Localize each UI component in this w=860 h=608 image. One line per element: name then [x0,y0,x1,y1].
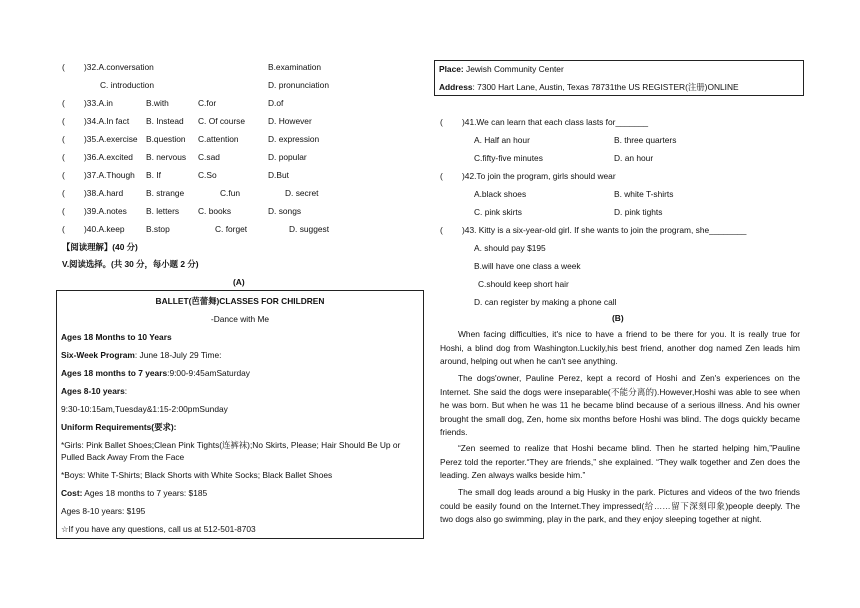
answer-paren[interactable]: ( [62,152,65,162]
option-c: C. books [198,206,232,216]
place-line: Place: Jewish Community Center [439,64,564,74]
answer-paren[interactable]: ( [62,116,65,126]
option-b: B.stop [146,224,170,234]
question-43: )43. Kitty is a six-year-old girl. If she wants to join the program, she________ [462,225,747,235]
answer-paren[interactable]: ( [62,206,65,216]
ballet-ad-box [56,290,424,539]
option-d: D. an hour [614,153,654,163]
option-d: D. expression [268,134,320,144]
ad-cost2: Ages 8-10 years: $195 [61,506,146,516]
question-number: )33.A.in [84,98,113,108]
answer-paren[interactable]: ( [62,98,65,108]
section-title: 【阅读理解】(40 分) [62,242,138,252]
ad-girls-line1: *Girls: Pink Ballet Shoes;Clean Pink Tights(连裤袜);No Skirts, Please; Hair Should Be Up or [61,440,401,450]
option-b: B. nervous [146,152,187,162]
ad-uniform-label: Uniform Requirements(要求): [61,422,177,432]
option-b: B. letters [146,206,180,216]
answer-paren[interactable]: ( [440,117,443,127]
option-c: C.fun [220,188,241,198]
question-number: )35.A.exercise [84,134,138,144]
passage-paragraph: The dogs'owner, Pauline Perez, kept a record of Hoshi and Zen's experiences on the Internet. She said the dogs were inseparable(不能分离的).However,Hoshi was able to see when he was born. But when he was 11 he became blind because of a serious illness. And his owner brought the small dog, Zen, home six months before Hoshi was blind. The dogs quickly became friends. [440,373,800,438]
option-c: C.sad [198,152,220,162]
ad-age2: Ages 8-10 years: [61,386,128,396]
answer-paren[interactable]: ( [62,188,65,198]
option-d: D. suggest [289,224,330,234]
option-d: D. However [268,116,312,126]
answer-paren[interactable]: ( [440,171,443,181]
option-b: B. Instead [146,116,184,126]
question-number: )40.A.keep [84,224,125,234]
option-c: C. forget [215,224,248,234]
option-c: C. Of course [198,116,246,126]
option-d: D. secret [285,188,319,198]
option-c: C. pink skirts [474,207,522,217]
ad-program: Six-Week Program: June 18-July 29 Time: [61,350,222,360]
answer-paren[interactable]: ( [62,170,65,180]
option-c: C.attention [198,134,239,144]
option-b: B. white T-shirts [614,189,674,199]
question-number: )37.A.Though [84,170,135,180]
ad-title: BALLET(芭蕾舞)CLASSES FOR CHILDREN [155,296,325,306]
option-b: B. strange [146,188,185,198]
answer-paren[interactable]: ( [62,224,65,234]
option-c: C.fifty-five minutes [474,153,543,163]
ad-cost: Cost: Ages 18 months to 7 years: $185 [61,488,208,498]
ad-boys: *Boys: White T-Shirts; Black Shorts with White Socks; Black Ballet Shoes [61,470,333,480]
option-d: D.But [268,170,289,180]
option-c: C.for [198,98,217,108]
ad-age2-time: 9:30-10:15am,Tuesday&1:15-2:00pmSunday [61,404,228,414]
passage-a-label: (A) [233,277,245,287]
section-subtitle: V.阅读选择。(共 30 分，每小题 2 分) [62,259,199,269]
question-number: )32.A.conversation [84,62,154,72]
option-c: C.So [198,170,217,180]
question-number: )36.A.excited [84,152,133,162]
question-number: )34.A.In fact [84,116,130,126]
option-c: C. introduction [100,80,154,90]
ad-ages: Ages 18 Months to 10 Years [61,332,172,342]
option-c: C.should keep short hair [478,279,569,289]
option-b: B.will have one class a week [474,261,581,271]
option-b: B.question [146,134,186,144]
ad-contact: ☆If you have any questions, call us at 512-501-8703 [61,524,256,534]
option-b: B.with [146,98,169,108]
ad-age1: Ages 18 months to 7 years:9:00-9:45amSaturday [61,368,250,378]
option-d: D. pronunciation [268,80,329,90]
answer-paren[interactable]: ( [440,225,443,235]
ad-subtitle: -Dance with Me [210,314,270,324]
option-b: B. If [146,170,161,180]
option-d: D. can register by making a phone call [474,297,617,307]
option-d: D. popular [268,152,307,162]
ad-girls-line2: Pulled Back Away From the Face [61,452,185,462]
passage-paragraph: The small dog leads around a big Husky in the park. Pictures and videos of the two friends could be easily found on the Internet.They impressed(给……留下深刻印象)people deeply. The two dogs also go swimming, play in the park, and they enjoy sleeping together at night. [440,487,800,525]
question-41: )41.We can learn that each class lasts for_______ [462,117,649,127]
question-number: )39.A.notes [84,206,127,216]
option-d: B.examination [268,62,322,72]
answer-paren[interactable]: ( [62,134,65,144]
answer-paren[interactable]: ( [62,62,65,72]
option-d: D. pink tights [614,207,663,217]
option-a: A. should pay $195 [474,243,546,253]
option-a: A.black shoes [474,189,527,199]
option-a: A. Half an hour [474,135,530,145]
option-b: B. three quarters [614,135,677,145]
address-line: Address: 7300 Hart Lane, Austin, Texas 78731the US REGISTER(注册)ONLINE [439,82,739,92]
option-d: D.of [268,98,284,108]
question-42: )42.To join the program, girls should wear [462,171,616,181]
place-box [434,60,804,96]
passage-paragraph: When facing difficulties, it's nice to have a friend to be there for you. It is really true for Hoshi, a blind dog from Washington.Luckily,his best friend, another dog named Zen leads him around, helping out when he can't see anything. [440,329,800,367]
passage-paragraph: “Zen seemed to realize that Hoshi became blind. Then he started helping him,”Pauline Perez told the reporter.“They are friends,” she explained. “They walk together and Zen does the leading. Zen always walks beside him.” [440,443,800,481]
passage-b-label: (B) [612,313,624,323]
question-number: )38.A.hard [84,188,124,198]
option-d: D. songs [268,206,302,216]
